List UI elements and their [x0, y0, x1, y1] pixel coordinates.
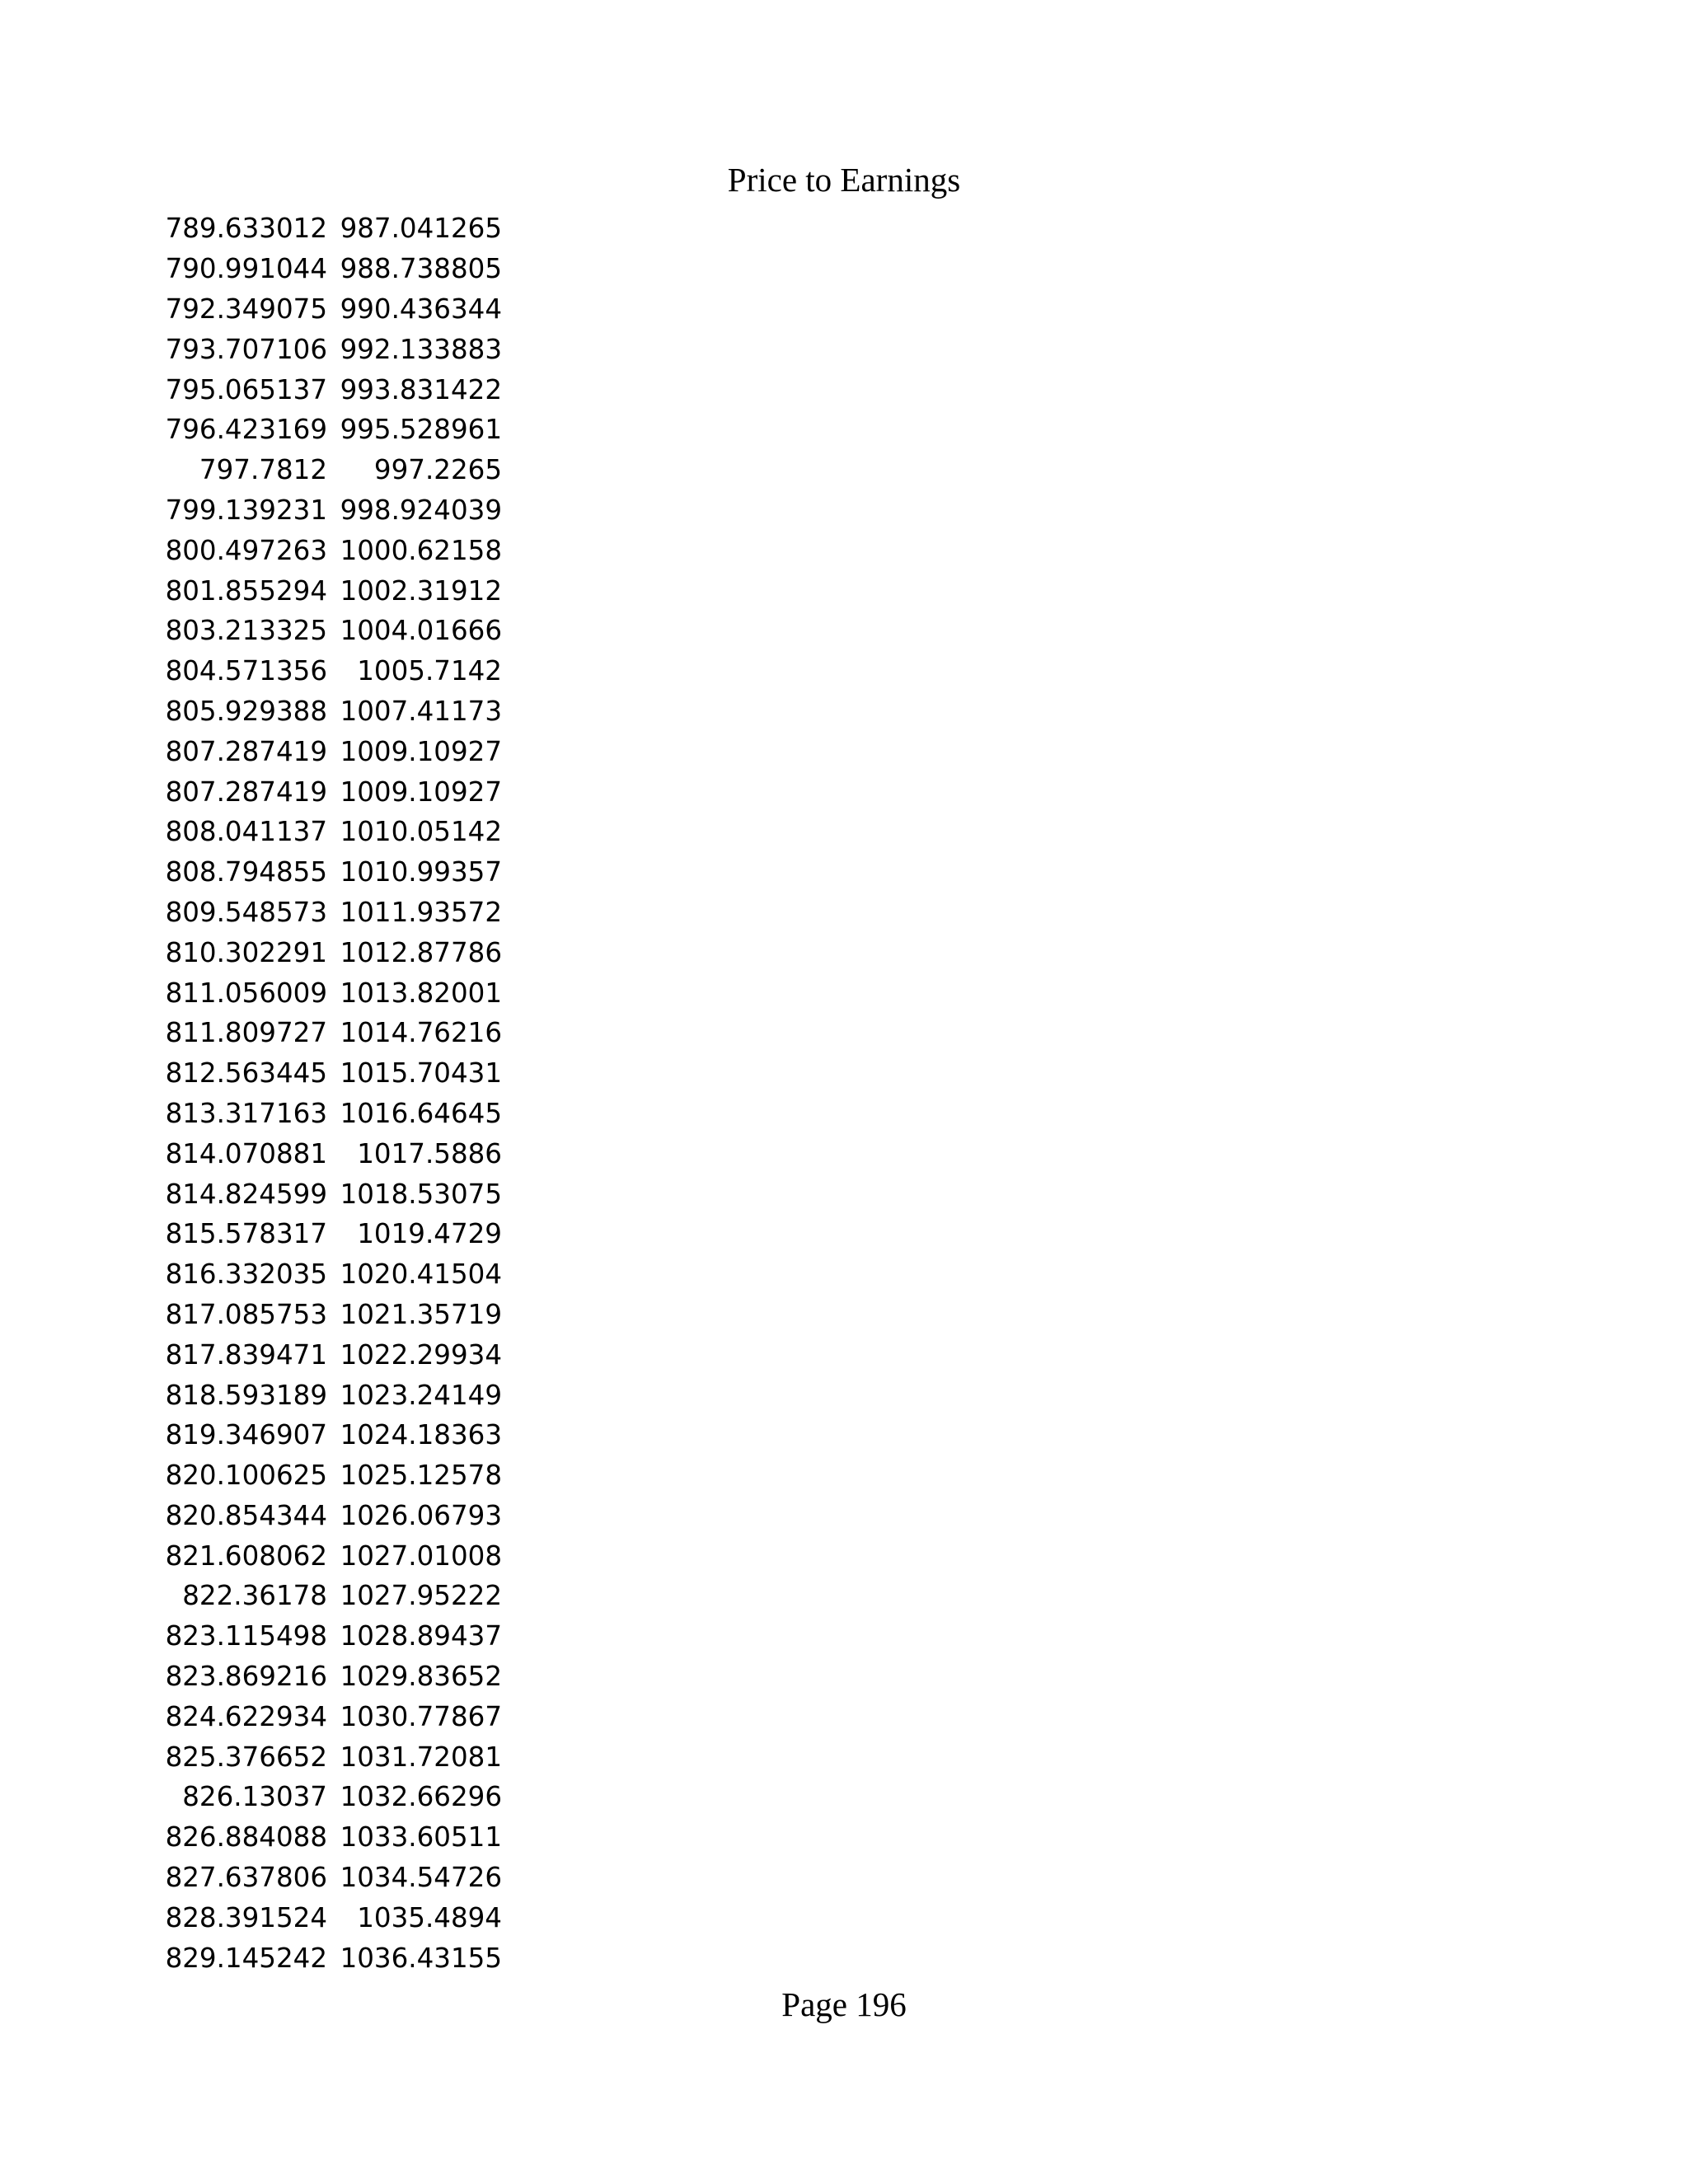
table-cell-col-a: 815.578317 [165, 1218, 327, 1250]
table-cell-col-b: 1016.64645 [340, 1097, 502, 1129]
table-cell-col-a: 811.809727 [165, 1017, 327, 1049]
table-row [0, 932, 502, 972]
table-row [0, 1817, 502, 1858]
data-table [0, 209, 502, 1978]
table-cell-col-a: 823.869216 [165, 1661, 327, 1693]
table-cell-col-a: 793.707106 [165, 333, 327, 365]
table-cell-col-a: 805.929388 [165, 695, 327, 727]
table-row [0, 1496, 502, 1536]
table-cell-col-a: 801.855294 [165, 574, 327, 607]
table-cell-col-b: 988.738805 [340, 253, 502, 285]
table-cell-col-b: 1025.12578 [340, 1460, 502, 1492]
table-cell-col-b: 1010.05142 [340, 816, 502, 848]
table-row [0, 1938, 502, 1978]
table-row [0, 1013, 502, 1053]
table-row [0, 329, 502, 369]
table-cell-col-a: 829.145242 [165, 1942, 327, 1974]
table-row [0, 570, 502, 611]
table-cell-col-a: 816.332035 [165, 1258, 327, 1291]
table-cell-col-a: 808.794855 [165, 856, 327, 888]
table-cell-col-b: 1033.60511 [340, 1821, 502, 1854]
table-cell-col-a: 827.637806 [165, 1862, 327, 1894]
table-row [0, 1696, 502, 1736]
table-cell-col-b: 1012.87786 [340, 936, 502, 968]
table-cell-col-b: 1027.01008 [340, 1540, 502, 1572]
table-cell-col-a: 820.854344 [165, 1499, 327, 1531]
table-row [0, 369, 502, 410]
table-cell-col-b: 1021.35719 [340, 1298, 502, 1330]
table-row [0, 893, 502, 933]
table-row [0, 410, 502, 450]
table-row [0, 1254, 502, 1295]
table-cell-col-b: 1022.29934 [340, 1338, 502, 1371]
table-cell-col-a: 792.349075 [165, 293, 327, 325]
table-cell-col-a: 807.287419 [165, 776, 327, 808]
table-cell-col-b: 987.041265 [340, 213, 502, 245]
table-cell-col-a: 797.7812 [199, 454, 327, 486]
table-cell-col-a: 824.622934 [165, 1700, 327, 1732]
table-cell-col-b: 1034.54726 [340, 1862, 502, 1894]
table-row [0, 490, 502, 531]
table-cell-col-a: 804.571356 [165, 655, 327, 687]
table-cell-col-b: 1029.83652 [340, 1661, 502, 1693]
table-row [0, 209, 502, 249]
table-cell-col-a: 790.991044 [165, 253, 327, 285]
table-row [0, 1375, 502, 1415]
table-row [0, 1535, 502, 1576]
table-row [0, 1334, 502, 1375]
table-cell-col-b: 1027.95222 [340, 1580, 502, 1612]
table-row [0, 249, 502, 289]
table-row [0, 289, 502, 330]
table-cell-col-b: 998.924039 [340, 494, 502, 526]
table-cell-col-b: 1011.93572 [340, 896, 502, 928]
table-cell-col-b: 1018.53075 [340, 1178, 502, 1210]
table-cell-col-a: 807.287419 [165, 735, 327, 767]
table-cell-col-b: 1009.10927 [340, 735, 502, 767]
table-cell-col-b: 995.528961 [340, 414, 502, 446]
table-row [0, 812, 502, 852]
table-cell-col-a: 811.056009 [165, 977, 327, 1009]
page-title: Price to Earnings [727, 161, 961, 199]
table-cell-col-b: 1015.70431 [340, 1057, 502, 1090]
table-cell-col-b: 1024.18363 [340, 1419, 502, 1451]
table-cell-col-b: 1017.5886 [357, 1137, 502, 1169]
table-cell-col-a: 814.824599 [165, 1178, 327, 1210]
table-cell-col-b: 1030.77867 [340, 1700, 502, 1732]
table-row [0, 1777, 502, 1817]
table-cell-col-a: 814.070881 [165, 1137, 327, 1169]
table-row [0, 1415, 502, 1455]
table-row [0, 771, 502, 812]
table-row [0, 611, 502, 651]
table-cell-col-b: 1023.24149 [340, 1379, 502, 1411]
table-cell-col-a: 810.302291 [165, 936, 327, 968]
table-cell-col-a: 809.548573 [165, 896, 327, 928]
table-cell-col-b: 1026.06793 [340, 1499, 502, 1531]
table-cell-col-a: 812.563445 [165, 1057, 327, 1090]
table-row [0, 450, 502, 490]
table-cell-col-a: 828.391524 [165, 1901, 327, 1933]
table-cell-col-b: 1002.31912 [340, 574, 502, 607]
table-cell-col-a: 808.041137 [165, 816, 327, 848]
table-cell-col-a: 826.13037 [182, 1781, 327, 1813]
table-cell-col-b: 1014.76216 [340, 1017, 502, 1049]
table-cell-col-b: 1036.43155 [340, 1942, 502, 1974]
table-cell-col-b: 1004.01666 [340, 615, 502, 647]
table-cell-col-b: 1019.4729 [357, 1218, 502, 1250]
table-cell-col-a: 820.100625 [165, 1460, 327, 1492]
table-cell-col-b: 1005.7142 [357, 655, 502, 687]
table-cell-col-a: 821.608062 [165, 1540, 327, 1572]
table-cell-col-a: 822.36178 [182, 1580, 327, 1612]
table-cell-col-a: 818.593189 [165, 1379, 327, 1411]
table-row [0, 1858, 502, 1898]
table-row [0, 1455, 502, 1496]
table-row [0, 1214, 502, 1254]
table-cell-col-b: 1013.82001 [340, 977, 502, 1009]
table-cell-col-b: 993.831422 [340, 373, 502, 405]
table-cell-col-a: 817.839471 [165, 1338, 327, 1371]
table-row [0, 1295, 502, 1335]
table-cell-col-a: 825.376652 [165, 1741, 327, 1773]
table-cell-col-a: 796.423169 [165, 414, 327, 446]
table-cell-col-b: 1009.10927 [340, 776, 502, 808]
table-row [0, 691, 502, 732]
table-cell-col-b: 1020.41504 [340, 1258, 502, 1291]
table-row [0, 1094, 502, 1134]
table-row [0, 972, 502, 1013]
table-cell-col-a: 813.317163 [165, 1097, 327, 1129]
table-cell-col-a: 795.065137 [165, 373, 327, 405]
table-cell-col-b: 1028.89437 [340, 1620, 502, 1652]
table-row [0, 1576, 502, 1616]
table-cell-col-a: 817.085753 [165, 1298, 327, 1330]
table-row [0, 651, 502, 691]
table-cell-col-b: 990.436344 [340, 293, 502, 325]
table-row [0, 852, 502, 893]
table-row [0, 1616, 502, 1657]
table-row [0, 530, 502, 570]
table-cell-col-a: 789.633012 [165, 213, 327, 245]
table-cell-col-a: 803.213325 [165, 615, 327, 647]
table-cell-col-b: 1010.99357 [340, 856, 502, 888]
table-cell-col-b: 1007.41173 [340, 695, 502, 727]
table-cell-col-a: 823.115498 [165, 1620, 327, 1652]
table-row [0, 1174, 502, 1214]
table-row [0, 1657, 502, 1697]
table-row [0, 1897, 502, 1938]
table-cell-col-b: 1032.66296 [340, 1781, 502, 1813]
table-cell-col-b: 1000.62158 [340, 534, 502, 566]
table-row [0, 731, 502, 771]
table-row [0, 1133, 502, 1174]
table-body [0, 209, 502, 1978]
table-row [0, 1053, 502, 1094]
page-number: Page 196 [781, 1985, 907, 2023]
table-cell-col-a: 800.497263 [165, 534, 327, 566]
table-row [0, 1736, 502, 1777]
table-cell-col-b: 1035.4894 [357, 1901, 502, 1933]
table-cell-col-a: 819.346907 [165, 1419, 327, 1451]
table-cell-col-b: 992.133883 [340, 333, 502, 365]
table-cell-col-a: 799.139231 [165, 494, 327, 526]
table-cell-col-b: 1031.72081 [340, 1741, 502, 1773]
table-cell-col-b: 997.2265 [373, 454, 502, 486]
table-cell-col-a: 826.884088 [165, 1821, 327, 1854]
